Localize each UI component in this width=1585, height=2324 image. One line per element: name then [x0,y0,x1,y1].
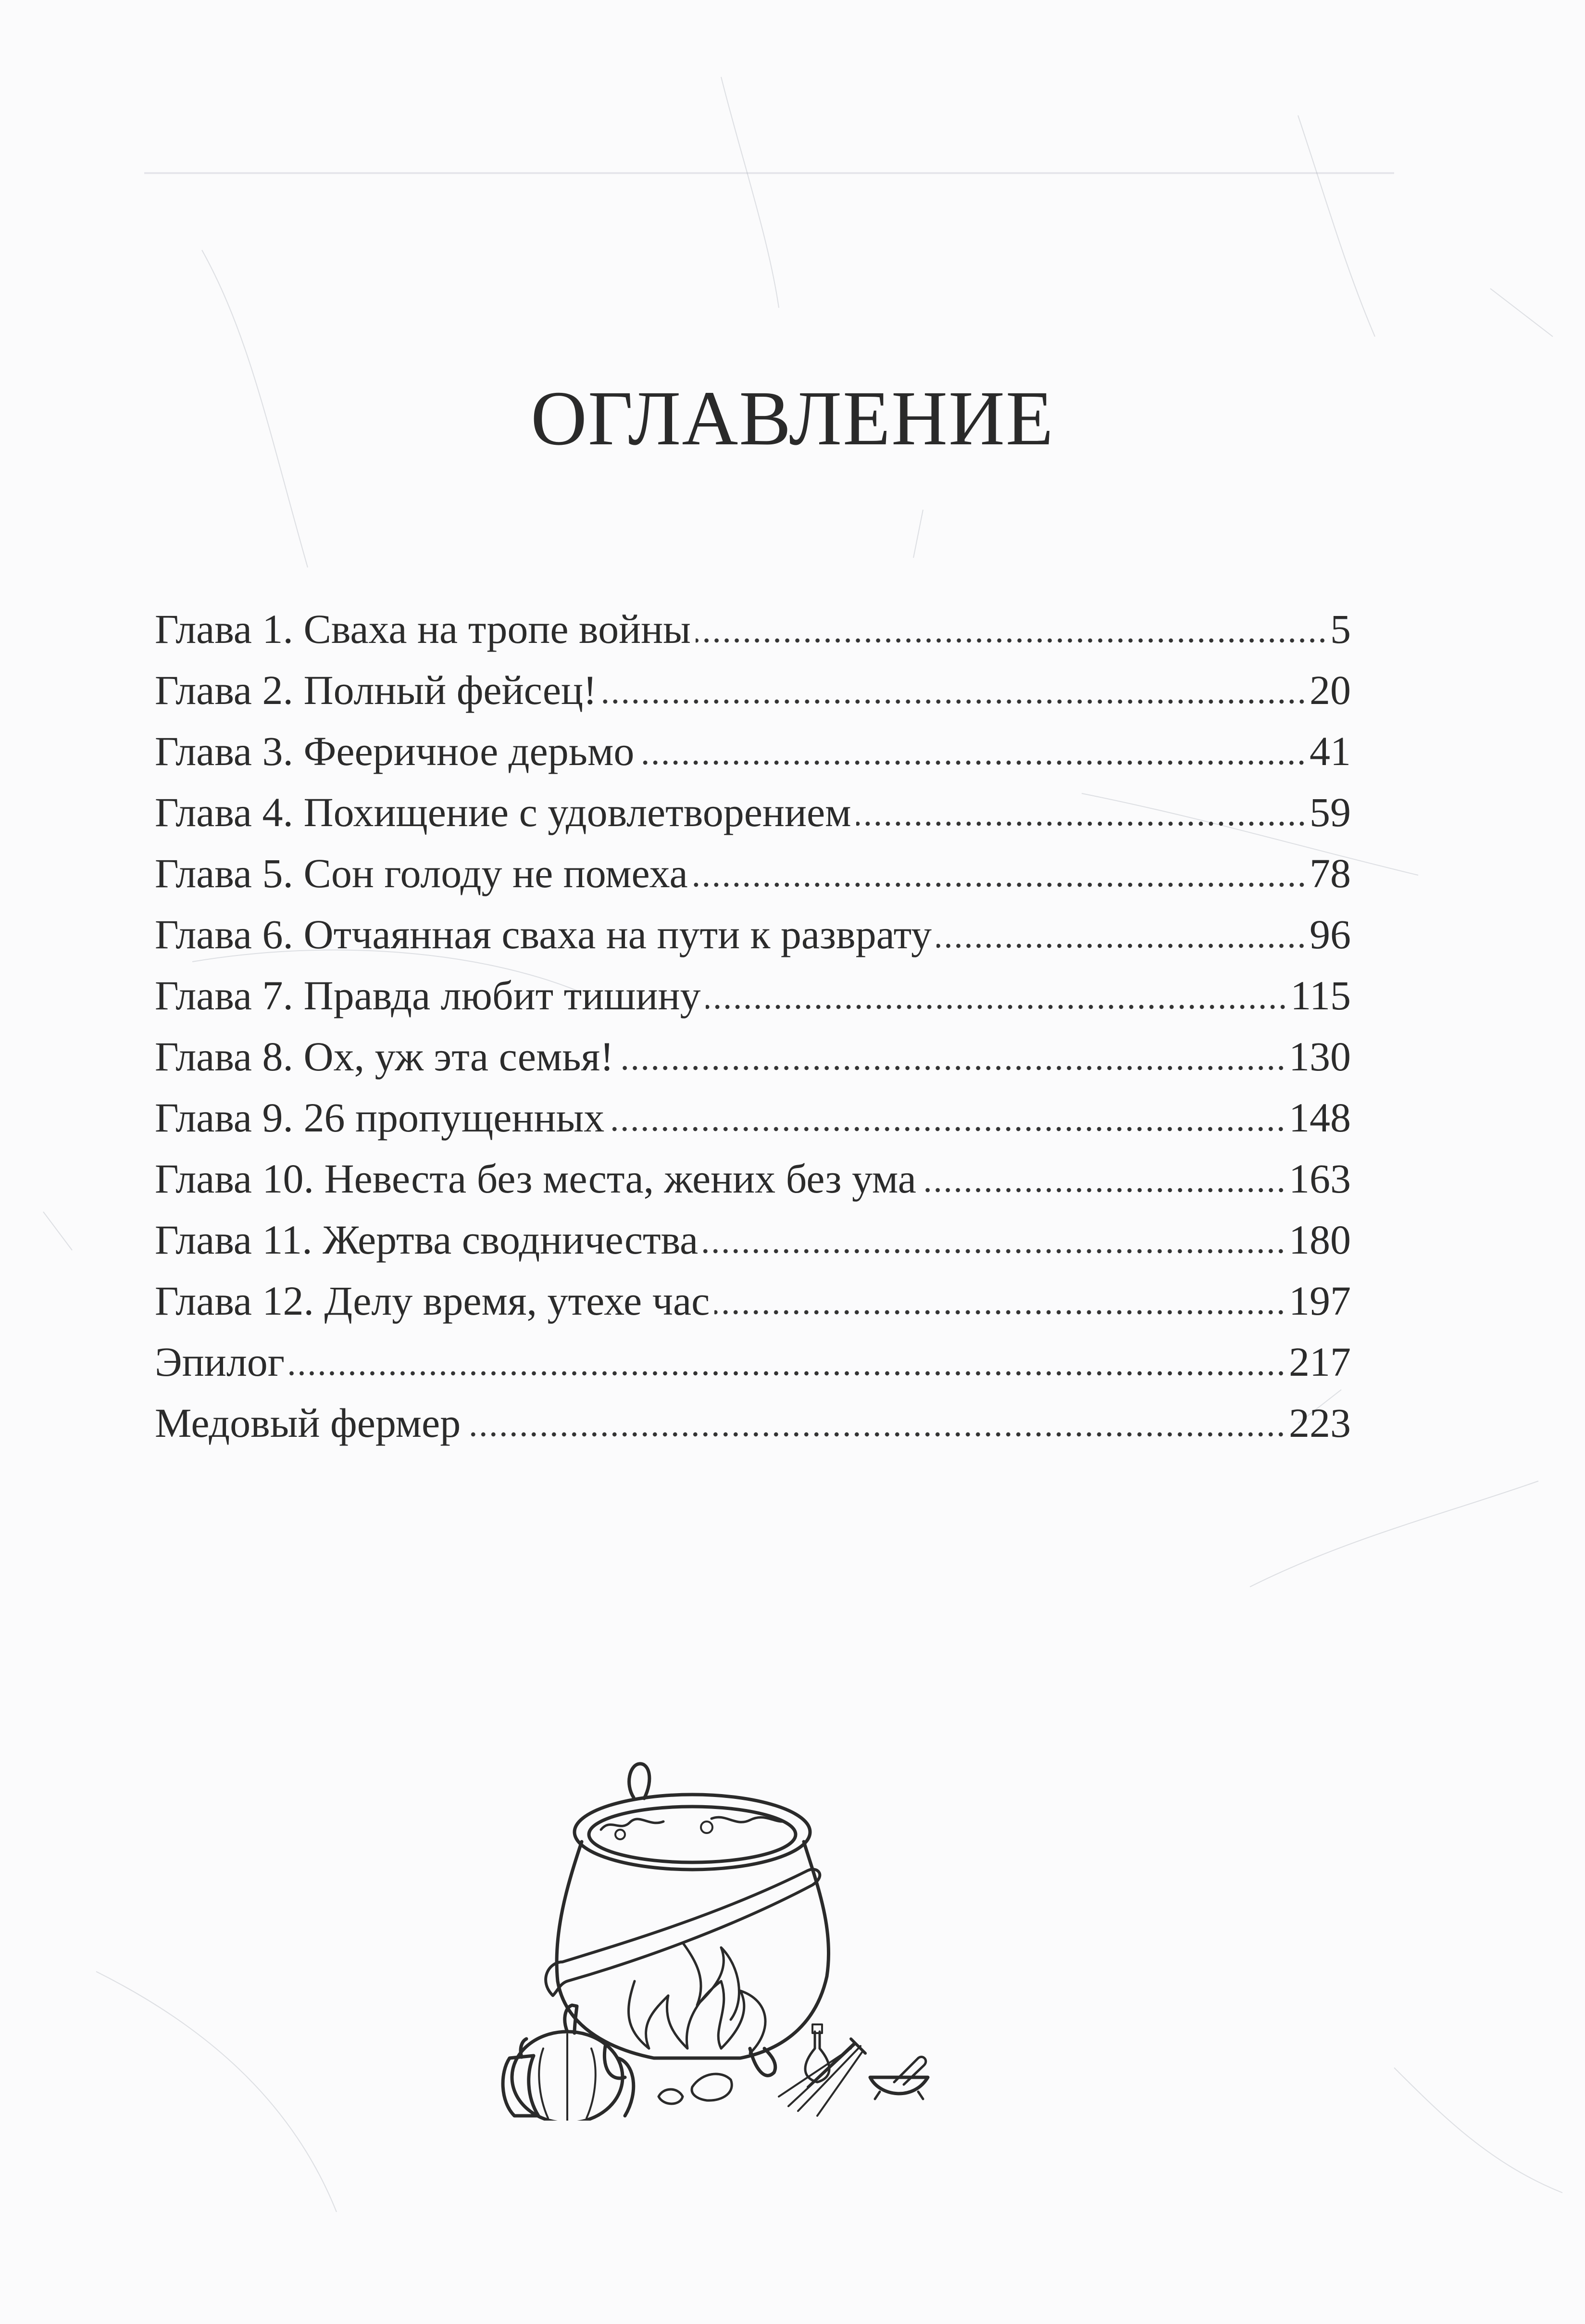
toc-entry-label: Глава 2. Полный фейсец! [155,667,597,713]
toc-entry-label: Глава 6. Отчаянная сваха на пути к разврату [155,911,932,957]
dot-leader [619,1061,1286,1070]
toc-entry-page: 223 [1289,1400,1351,1446]
toc-entry-page: 217 [1289,1339,1351,1385]
toc-entry-chapter-9[interactable] [155,1087,1351,1148]
dot-leader [706,1000,1288,1009]
toc-entry-label: Глава 4. Похищение с удовлетворением [155,789,851,835]
toc-entry-page: 96 [1310,911,1351,957]
dot-leader [703,1244,1286,1254]
toc-entry-label: Глава 8. Ох, уж эта семья! [155,1033,614,1080]
toc-entry-page: 115 [1290,972,1351,1018]
toc-entry-chapter-4[interactable] [155,782,1351,843]
toc-entry-chapter-3[interactable] [155,721,1351,782]
bleed-through-header [144,159,1394,178]
toc-entry-label: Эпилог [155,1339,285,1385]
toc-entry-chapter-1[interactable] [155,599,1351,660]
toc-entry-label: Медовый фермер [155,1400,461,1446]
toc-entry-chapter-8[interactable] [155,1026,1351,1087]
dot-leader [609,1122,1286,1131]
dot-leader [936,939,1307,948]
toc-entry-label: Глава 11. Жертва сводничества [155,1217,699,1263]
toc-entry-label: Глава 5. Сон голоду не помеха [155,850,688,896]
dot-leader [465,1427,1286,1437]
dot-leader [856,817,1307,826]
witch-cauldron-icon [481,1712,1106,2121]
dot-leader [696,633,1327,643]
toc-entry-page: 148 [1289,1094,1351,1141]
toc-entry-label: Глава 10. Невеста без места, жених без ума [155,1156,916,1202]
toc-entry-label: Глава 3. Фееричное дерьмо [155,728,635,774]
toc-entry-chapter-11[interactable] [155,1209,1351,1270]
toc-entry-chapter-6[interactable] [155,904,1351,965]
toc-entry-label: Глава 1. Сваха на тропе войны [155,606,691,652]
dot-leader [639,755,1307,765]
toc-entry-page: 78 [1310,850,1351,896]
toc-entry-label: Глава 9. 26 пропущенных [155,1094,605,1141]
dot-leader [714,1305,1286,1315]
toc-entry-page: 130 [1289,1033,1351,1080]
toc-entry-label: Глава 12. Делу время, утехе час [155,1278,710,1324]
toc-entry-chapter-2[interactable] [155,660,1351,721]
dot-leader [289,1366,1286,1376]
toc-entry-epilogue[interactable] [155,1332,1351,1393]
table-of-contents [155,599,1351,1454]
toc-entry-page: 20 [1310,667,1351,713]
toc-entry-chapter-10[interactable] [155,1148,1351,1209]
toc-entry-page: 197 [1289,1278,1351,1324]
toc-entry-page: 163 [1289,1156,1351,1202]
dot-leader [693,878,1307,887]
toc-entry-page: 41 [1310,728,1351,774]
toc-entry-chapter-7[interactable] [155,965,1351,1026]
toc-entry-chapter-12[interactable] [155,1270,1351,1332]
toc-entry-page: 180 [1289,1217,1351,1263]
dot-leader [921,1183,1286,1193]
toc-entry-page: 59 [1310,789,1351,835]
dot-leader [602,694,1307,704]
toc-entry-chapter-5[interactable] [155,843,1351,904]
toc-entry-bonus[interactable] [155,1393,1351,1454]
toc-entry-page: 5 [1330,606,1351,652]
toc-entry-label: Глава 7. Правда любит тишину [155,972,701,1018]
page-title: ОГЛАВЛЕНИЕ [531,376,1054,462]
